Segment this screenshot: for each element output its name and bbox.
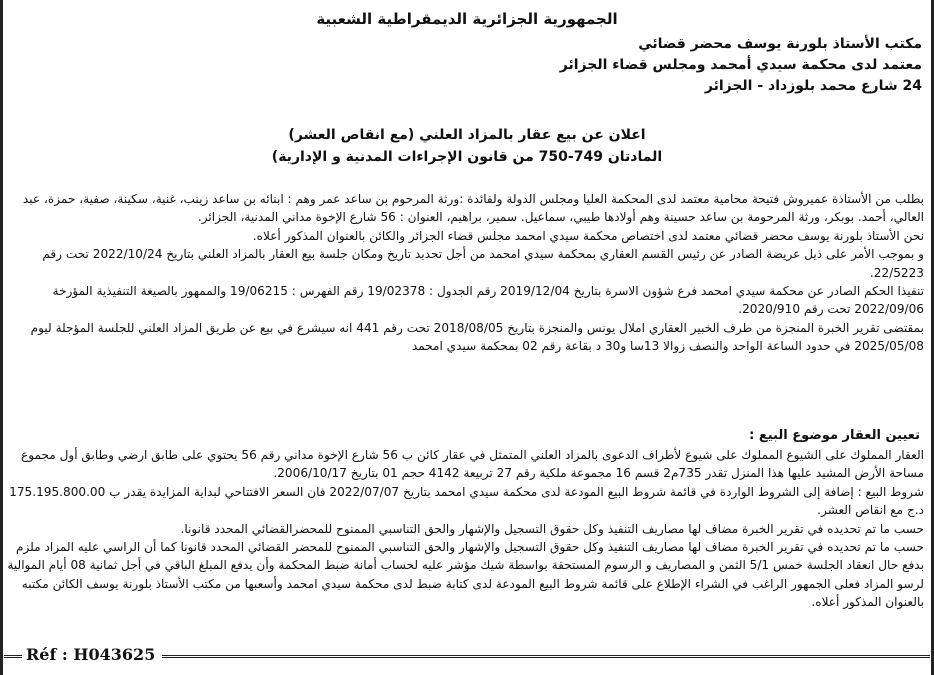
footer-rule-right (162, 655, 930, 658)
paragraph-expertise: بمقتضى تقرير الخبرة المنجزة من طرف الخبير العقاري املال يونس والمنجزة بتاريخ 2018/08/05 تحت رقم 441 انه سيشرع في بيع عن طريق المزاد العلني للجلسة المؤجلة ليوم 2025/05/08 في حدود الساعة الواحد والنصف زوالا 13سا و30 د بقاعة رقم 02 بمحكمة سيدي امحمد (30, 320, 924, 354)
reference-footer (0, 645, 934, 667)
notice-title-line-2: المادتان 749-750 من قانون الإجراءات المدنية و الإدارية) (271, 149, 663, 165)
paragraph-payment: حسب ما تم تحديده في تقرير الخبرة مضاف لها مصاريف التنفيذ وكل حقوق التسجيل والإشهار والحق التناسبي الممنوح للمحضر القضائي المحدد قانونا كما أن الراسي عليه المزاد ملزم بدفع حال انعقاد الجلسة خمس 5/1 الثمن و المصاريف و الرسوم المستحقة بواسطة شيك مؤشر عليه لحساب أمانة ضبط المحكمة وأن يدفع المبلغ الباقي في أجل ثمانية 08 أيام الموالية لرسو المزاد فعلى الجمهور الراغب في الشراء الإطلاع على قائمة شروط البيع المودعة لدى كتابة ضبط لدى محكمة سيدي امحمد وأسعبها من مكتب الأستاذ بلورنة يوسف الكائن مكتبه بالعنوان المذكور أعلاه. (7, 540, 924, 610)
footer-rule-left (4, 655, 24, 658)
paragraph-fees: حسب ما تم تحديده في تقرير الخبرة مضاف لها مصاريف التنفيذ وكل حقوق التسجيل والإشهار والحق التناسبي الممنوح للمحضرالقضائي المحدد قانونا. (180, 521, 924, 536)
notice-body (6, 190, 924, 356)
property-body (6, 446, 924, 612)
paragraph-judgment: تنفيذا الحكم الصادر عن محكمة سيدي امحمد فرع شؤون الاسرة بتاريخ 2019/12/04 رقم الجدول : 19/02378 رقم الفهرس : 19/06215 والممهور بالصيغة التنفيذية المؤرخة 2022/09/06 تحت رقم 2020/910. (52, 284, 924, 317)
reference-number: Réf : H043625 (22, 645, 159, 664)
republic-title: الجمهورية الجزائرية الديمقراطية الشعبية (316, 10, 618, 28)
frame-border-left (0, 0, 3, 675)
paragraph-order: و بموجب الأمر على ذيل عريضة الصادر عن رئيس القسم العقاري بمحكمة سيدي امحمد من أجل تحديد تاريخ ومكان جلسة بيع العقار بالمزاد العلني بتاريخ 2022/10/24 تحت رقم 22/5223. (42, 247, 924, 280)
paragraph-requester: بطلب من الأستاذة عميروش فتيحة محامية معتمد لدى المحكمة العليا ومجلس الدولة ولفائدة :ورثة المرحوم بن ساعد عمر وهم : ابنائه بن ساعد زينب، غنية، سكينة، صفية، حمزة، عبد العالي، أحمد. بوبكر، ورثة المرحومة بن ساعد حسينة وهم أولادها طيبي، سماعيل. سمير، براهيم، العنوان : 56 شارع الإخوة مداني المدنية، الجزائر. (22, 192, 924, 225)
notice-title-line-1: اعلان عن بيع عقار بالمزاد العلني (مع انقاص العشر) (288, 127, 646, 143)
paragraph-property: العقار المملوك على الشيوع المملوك على شيوع لأطراف الدعوى بالمزاد العلني المتمثل في عقار كائن ب 56 شارع الإخوة مداني رقم 56 يحتوي على طابق ارضي وطابق أول مجموع مساحة الأرض المشيد عليها هذا المنزل تقدر 735م2 قسم 16 مجموعة ملكية رقم 27 تربيعة 4142 حجم 01 بتاريخ 2006/10/17. (21, 448, 924, 481)
office-header (22, 34, 922, 97)
property-heading: تعيين العقار موضوع البيع : (749, 428, 920, 443)
paragraph-sale-conditions: شروط البيع : إضافة إلى الشروط الواردة في قائمة شروط البيع المودعة لدى محكمة سيدي امحمد بتاريخ 2022/07/07 فان السعر الافتتاحي لبداية المزايدة يقدر ب 175.195.800.00 د.ج مع انقاص العشر. (9, 484, 924, 518)
office-address: 24 شارع محمد بلوزداد - الجزائر (704, 78, 922, 94)
office-name: مكتب الأستاذ بلورنة يوسف محضر قضائي (638, 36, 922, 52)
paragraph-bailiff: نحن الأستاذ بلورنة يوسف محضر قضائي معتمد لدى اختصاص محكمة سيدي امحمد مجلس قضاء الجزائر والكائن بالعنوان المذكور أعلاه. (252, 228, 924, 243)
notice-title (0, 124, 934, 168)
office-accreditation: معتمد لدى محكمة سيدي أمحمد ومجلس قضاء الجزائر (559, 57, 922, 73)
